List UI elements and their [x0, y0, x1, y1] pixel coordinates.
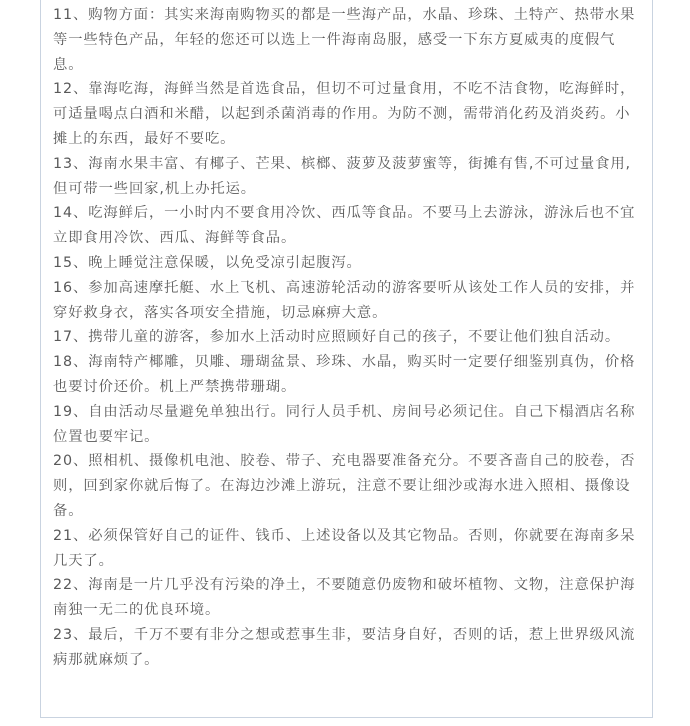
tip-paragraph-18: 18、海南特产椰雕，贝雕、珊瑚盆景、珍珠、水晶，购买时一定要仔细鉴别真伪，价格也要讨价还价。机上严禁携带珊瑚。	[53, 354, 636, 395]
tip-paragraph-13: 13、海南水果丰富、有椰子、芒果、槟榔、菠萝及菠萝蜜等，街摊有售,不可过量食用,但可带一些回家,机上办托运。	[53, 155, 631, 197]
tip-paragraph-22: 22、海南是一片几乎没有污染的净土，不要随意仍废物和破坏植物、文物，注意保护海南独一无二的优良环境。	[53, 577, 636, 619]
tip-paragraph-12: 12、靠海吃海，海鲜当然是首选食品，但切不可过量食用，不吃不洁食物，吃海鲜时，可适量喝点白酒和米醋，以起到杀菌消毒的作用。为防不测，需带消化药及消炎药。小摊上的东西，最好不要吃。	[53, 81, 636, 147]
tip-paragraph-11: 11、购物方面：其实来海南购物买的都是一些海产品，水晶、珍珠、土特产、热带水果等一些特色产品，年轻的您还可以选上一件海南岛服，感受一下东方夏威夷的度假气息。	[53, 7, 636, 73]
tip-paragraph-20: 20、照相机、摄像机电池、胶卷、带子、充电器要准备充分。不要吝啬自己的胶卷，否则，回到家你就后悔了。在海边沙滩上游玩，注意不要让细沙或海水进入照相、摄像设备。	[53, 453, 636, 519]
tip-paragraph-19: 19、自由活动尽量避免单独出行。同行人员手机、房间号必须记住。自己下榻酒店名称位置也要牢记。	[53, 403, 636, 445]
tip-paragraph-23: 23、最后，千万不要有非分之想或惹事生非，要洁身自好，否则的话，惹上世界级风流病那就麻烦了。	[53, 626, 636, 668]
tip-paragraph-21: 21、必须保管好自己的证件、钱币、上述设备以及其它物品。否则，你就要在海南多呆几天了。	[53, 527, 636, 569]
article-body	[53, 3, 645, 673]
tip-paragraph-14: 14、吃海鲜后，一小时内不要食用冷饮、西瓜等食品。不要马上去游泳，游泳后也不宜立即食用冷饮、西瓜、海鲜等食品。	[53, 205, 636, 247]
tip-paragraph-15: 15、晚上睡觉注意保暖，以免受凉引起腹泻。	[53, 254, 362, 271]
tip-paragraph-17: 17、携带儿童的游客，参加水上活动时应照顾好自己的孩子，不要让他们独自活动。	[53, 329, 621, 346]
tip-paragraph-16: 16、参加高速摩托艇、水上飞机、高速游轮活动的游客要听从该处工作人员的安排，并穿好救身衣，落实各项安全措施，切忌麻痹大意。	[53, 279, 636, 321]
